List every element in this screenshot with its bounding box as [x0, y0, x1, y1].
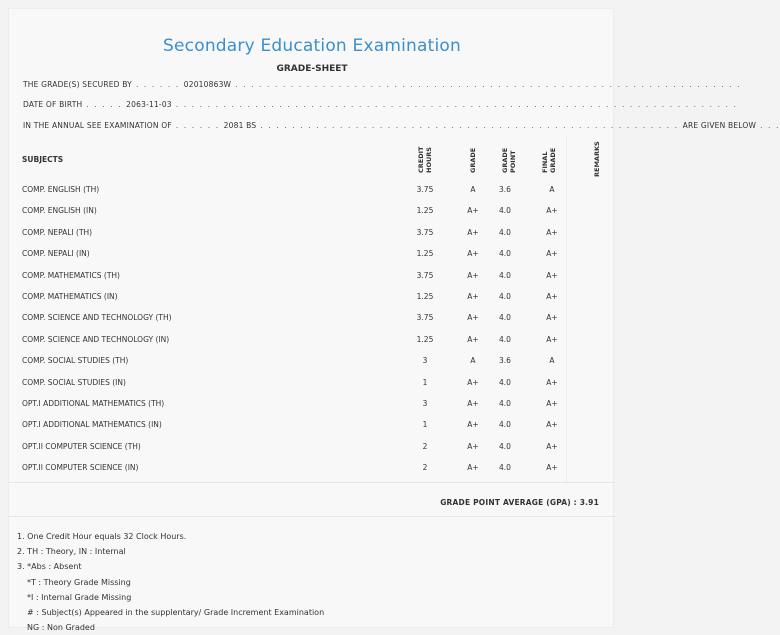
table-row [19, 286, 615, 307]
secured-by-label: THE GRADE(S) SECURED BY [23, 80, 132, 89]
cell-ch: 3 [422, 399, 428, 408]
cell-subj: OPT.II COMPUTER SCIENCE (IN) [22, 463, 139, 473]
cell-gp: 4.0 [499, 249, 511, 259]
cell-gp: 4.0 [499, 292, 511, 301]
cell-fg: A+ [546, 463, 558, 473]
dob-label: DATE OF BIRTH [23, 100, 83, 109]
cell-gr: A+ [467, 292, 479, 301]
cell-subj: COMP. NEPALI (TH) [22, 227, 93, 237]
col-grade-point: GRADE POINT [501, 147, 517, 173]
symbol-number: 02010863W [183, 80, 232, 89]
cell-ch: 1.25 [416, 206, 434, 216]
cell-gr: A+ [467, 399, 479, 408]
grade-sheet [8, 8, 780, 633]
given-below-label: ARE GIVEN BELOW [682, 121, 757, 130]
table-divider [9, 482, 615, 483]
cell-ch: 1 [422, 420, 428, 430]
cell-subj: COMP. SCIENCE AND TECHNOLOGY (IN) [22, 334, 170, 344]
cell-fg: A+ [546, 399, 558, 408]
col-grade: GRADE [469, 147, 477, 173]
cell-fg: A+ [546, 441, 558, 451]
cell-fg: A+ [546, 377, 558, 387]
table-row [19, 414, 615, 435]
cell-ch: 1.25 [416, 249, 434, 259]
cell-gr: A+ [467, 313, 479, 323]
cell-gr: A [470, 356, 476, 366]
table-row [19, 436, 615, 457]
cell-fg: A+ [546, 292, 558, 301]
cell-subj: COMP. NEPALI (IN) [22, 249, 90, 259]
cell-fg: A+ [546, 334, 558, 344]
cell-gp: 4.0 [499, 313, 511, 323]
table-row [19, 222, 615, 243]
page-title: Secondary Education Examination [163, 36, 461, 56]
notes-list [17, 529, 324, 635]
note-item: 1. One Credit Hour equals 32 Clock Hours. [17, 532, 187, 541]
cell-gr: A+ [467, 377, 479, 387]
note-item: NG : Non Graded [27, 623, 95, 633]
cell-ch: 3 [422, 356, 428, 366]
cell-fg: A [549, 356, 555, 366]
cell-ch: 3.75 [416, 313, 434, 323]
cell-fg: A+ [546, 227, 558, 237]
table-row [19, 307, 615, 328]
cell-gr: A+ [467, 334, 479, 344]
notes-divider [9, 516, 615, 517]
col-remarks: REMARKS [593, 141, 601, 177]
date-of-birth: 2063-11-03 [126, 100, 172, 109]
cell-ch: 3.75 [416, 185, 434, 194]
cell-gr: A [470, 185, 476, 194]
cell-gr: A+ [467, 270, 479, 280]
cell-fg: A+ [546, 249, 558, 259]
cell-gp: 3.6 [499, 356, 511, 366]
col-credit-hours: CREDIT HOURS [417, 146, 433, 173]
table-row [19, 329, 615, 350]
cell-gp: 4.0 [499, 377, 511, 387]
exam-line: IN THE ANNUAL SEE EXAMINATION OF . . . . . . 2081 BS . . . . . . . . . . . . . . . . . . . . . . . . . . . . . . . . . . . . . . . . . . . . . . . . . . . . . ARE GIVEN BELOW . . . [23, 121, 780, 130]
cell-gp: 4.0 [499, 227, 511, 237]
table-row [19, 372, 615, 393]
table-row [19, 393, 615, 414]
cell-gr: A+ [467, 249, 479, 259]
cell-ch: 1 [422, 377, 428, 387]
table-row [19, 179, 615, 200]
cell-gp: 4.0 [499, 420, 511, 430]
cell-gr: A+ [467, 206, 479, 216]
col-subjects: SUBJECTS [22, 155, 64, 164]
cell-gr: A+ [467, 441, 479, 451]
cell-ch: 1.25 [416, 292, 434, 301]
cell-ch: 1.25 [416, 334, 434, 344]
cell-gr: A+ [467, 463, 479, 473]
cell-fg: A+ [546, 313, 558, 323]
col-final-grade: FINAL GRADE [541, 147, 557, 173]
table-header [19, 137, 615, 185]
table-row [19, 265, 615, 286]
page-subtitle: GRADE-SHEET [276, 64, 348, 74]
cell-subj: COMP. MATHEMATICS (TH) [22, 270, 120, 280]
cell-ch: 2 [422, 441, 428, 451]
cell-subj: COMP. SOCIAL STUDIES (TH) [22, 356, 129, 366]
cell-subj: OPT.I ADDITIONAL MATHEMATICS (TH) [22, 399, 165, 408]
note-item: # : Subject(s) Appeared in the supplentary/ Grade Increment Examination [27, 608, 325, 618]
cell-subj: OPT.I ADDITIONAL MATHEMATICS (IN) [22, 420, 162, 430]
cell-subj: COMP. SCIENCE AND TECHNOLOGY (TH) [22, 313, 172, 323]
cell-fg: A+ [546, 270, 558, 280]
cell-fg: A+ [546, 206, 558, 216]
note-item: 2. TH : Theory, IN : Internal [17, 547, 126, 557]
cell-ch: 3.75 [416, 270, 434, 280]
cell-fg: A [549, 185, 555, 194]
cell-fg: A+ [546, 420, 558, 430]
cell-gp: 4.0 [499, 441, 511, 451]
table-row [19, 200, 615, 221]
cell-gp: 3.6 [499, 185, 511, 194]
table-row [19, 243, 615, 264]
cell-gp: 4.0 [499, 270, 511, 280]
table-row [19, 350, 615, 371]
cell-subj: COMP. ENGLISH (IN) [22, 206, 97, 216]
exam-label: IN THE ANNUAL SEE EXAMINATION OF [23, 121, 172, 130]
cell-subj: COMP. MATHEMATICS (IN) [22, 292, 118, 301]
note-item: 3. *Abs : Absent [17, 562, 82, 572]
secured-by-line: THE GRADE(S) SECURED BY . . . . . . 02010863W . . . . . . . . . . . . . . . . . . . . . . . . . . . . . . . . . . . . . . . . . . . . . . . . . . . . . . . . . . . . . . . . [23, 80, 742, 89]
cell-ch: 3.75 [416, 227, 434, 237]
note-item: *I : Internal Grade Missing [27, 592, 132, 602]
cell-gp: 4.0 [499, 463, 511, 473]
cell-subj: OPT.II COMPUTER SCIENCE (TH) [22, 441, 141, 451]
exam-year: 2081 BS [223, 121, 257, 130]
note-item: *T : Theory Grade Missing [27, 577, 131, 587]
cell-gr: A+ [467, 227, 479, 237]
gpa-summary: GRADE POINT AVERAGE (GPA) : 3.91 [440, 498, 599, 507]
cell-ch: 2 [422, 463, 428, 473]
cell-gp: 4.0 [499, 399, 511, 408]
dob-line: DATE OF BIRTH . . . . . 2063-11-03 . . . . . . . . . . . . . . . . . . . . . . . . . . . . . . . . . . . . . . . . . . . . . . . . . . . . . . . . . . . . . . . . . . . . . . . [23, 100, 738, 109]
cell-gr: A+ [467, 420, 479, 430]
cell-subj: COMP. SOCIAL STUDIES (IN) [22, 377, 126, 387]
table-row [19, 457, 615, 478]
cell-gp: 4.0 [499, 206, 511, 216]
cell-subj: COMP. ENGLISH (TH) [22, 185, 100, 194]
cell-gp: 4.0 [499, 334, 511, 344]
